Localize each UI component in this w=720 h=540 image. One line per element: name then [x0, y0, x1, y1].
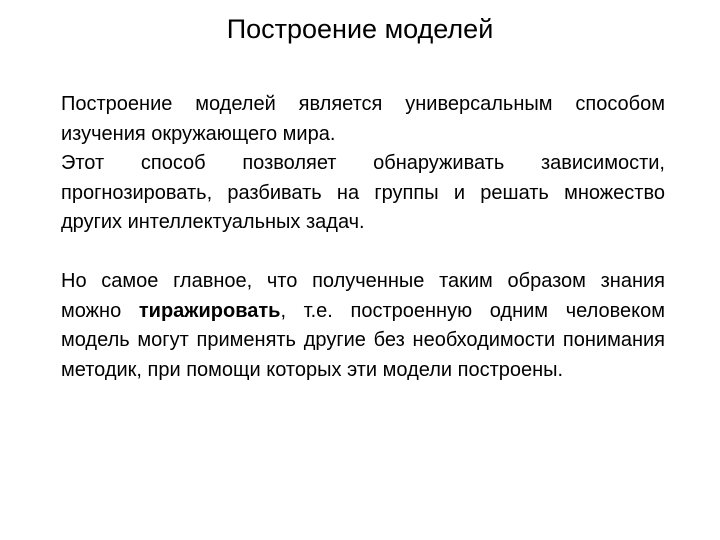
- paragraph-3: [61, 267, 665, 385]
- paragraph-spacer: [61, 238, 665, 268]
- paragraph-3-text-start: Но самое главное, что полученные таким образом знания можно: [61, 270, 665, 322]
- slide-title: Построение моделей: [226, 14, 494, 44]
- paragraph-2: Этот способ позволяет обнаруживать зависимости, прогнозировать, разбивать на группы и решать множество других интеллектуальных задач.: [61, 152, 665, 233]
- paragraph-3-text-end: , т.е. построенную одним человеком модель могут применять другие без необходимости понимания методик, при помощи которых эти модели построены.: [61, 299, 665, 381]
- paragraph-1: Построение моделей является универсальным способом изучения окружающего мира.: [61, 93, 665, 145]
- slide-body: [61, 90, 665, 385]
- paragraph-3-bold-term: тиражировать: [138, 299, 281, 322]
